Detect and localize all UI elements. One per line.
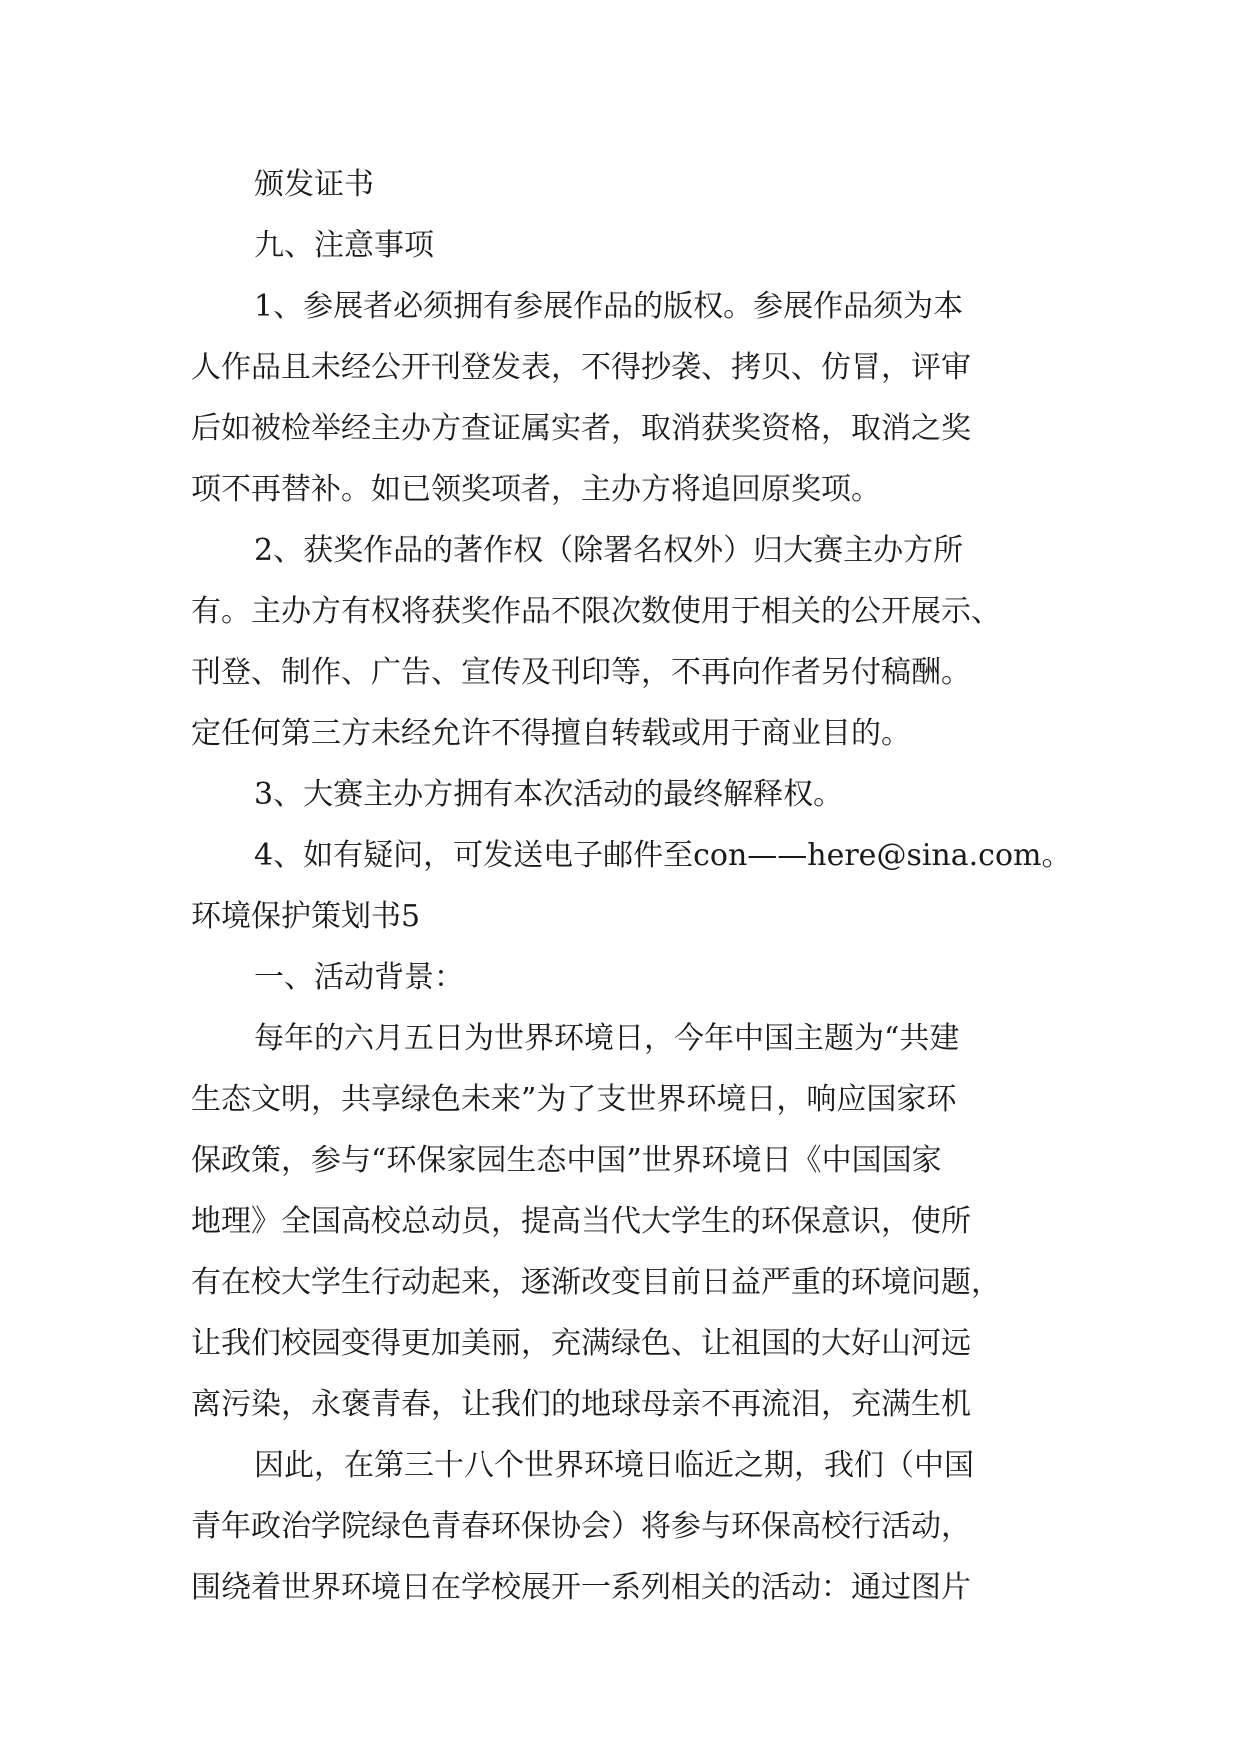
text-line: 因此，在第三十八个世界环境日临近之期，我们（中国 bbox=[254, 1448, 974, 1483]
text-line: 颁发证书 bbox=[254, 167, 374, 202]
text-line: 项不再替补。如已领奖项者，主办方将追回原奖项。 bbox=[191, 472, 881, 507]
section-heading: 九、注意事项 bbox=[254, 228, 434, 263]
document-title: 环境保护策划书5 bbox=[191, 899, 421, 934]
text-line: 每年的六月五日为世界环境日，今年中国主题为“共建 bbox=[254, 1021, 960, 1056]
text-line: 后如被检举经主办方查证属实者，取消获奖资格，取消之奖 bbox=[191, 411, 971, 446]
text-line: 3、大赛主办方拥有本次活动的最终解释权。 bbox=[254, 777, 844, 812]
text-line: 生态文明，共享绿色未来”为了支世界环境日，响应国家环 bbox=[191, 1082, 957, 1117]
text-line: 青年政治学院绿色青春环保协会）将参与环保高校行活动， bbox=[191, 1509, 971, 1544]
text-line: 2、获奖作品的著作权（除署名权外）归大赛主办方所 bbox=[254, 533, 964, 568]
text-line: 地理》全国高校总动员，提高当代大学生的环保意识，使所 bbox=[191, 1204, 971, 1239]
text-line: 刊登、制作、广告、宣传及刊印等，不再向作者另付稿酬。 bbox=[191, 655, 971, 690]
text-line: 4、如有疑问，可发送电子邮件至con——here@sina.com。 bbox=[254, 838, 1072, 873]
text-line: 离污染，永褒青春，让我们的地球母亲不再流泪，充满生机 bbox=[191, 1387, 971, 1422]
document-body bbox=[191, 154, 1071, 1618]
text-line: 有在校大学生行动起来，逐渐改变目前日益严重的环境问题， bbox=[191, 1265, 1001, 1300]
text-line: 1、参展者必须拥有参展作品的版权。参展作品须为本 bbox=[254, 289, 964, 324]
text-line: 让我们校园变得更加美丽，充满绿色、让祖国的大好山河远 bbox=[191, 1326, 971, 1361]
text-line: 人作品且未经公开刊登发表，不得抄袭、拷贝、仿冒，评审 bbox=[191, 350, 971, 385]
text-line: 定任何第三方未经允许不得擅自转载或用于商业目的。 bbox=[191, 716, 911, 751]
text-line: 保政策，参与“环保家园生态中国”世界环境日《中国国家 bbox=[191, 1143, 942, 1178]
text-line: 围绕着世界环境日在学校展开一系列相关的活动：通过图片 bbox=[191, 1570, 971, 1605]
text-line: 有。主办方有权将获奖作品不限次数使用于相关的公开展示、 bbox=[191, 594, 1001, 629]
section-heading: 一、活动背景： bbox=[254, 960, 464, 995]
